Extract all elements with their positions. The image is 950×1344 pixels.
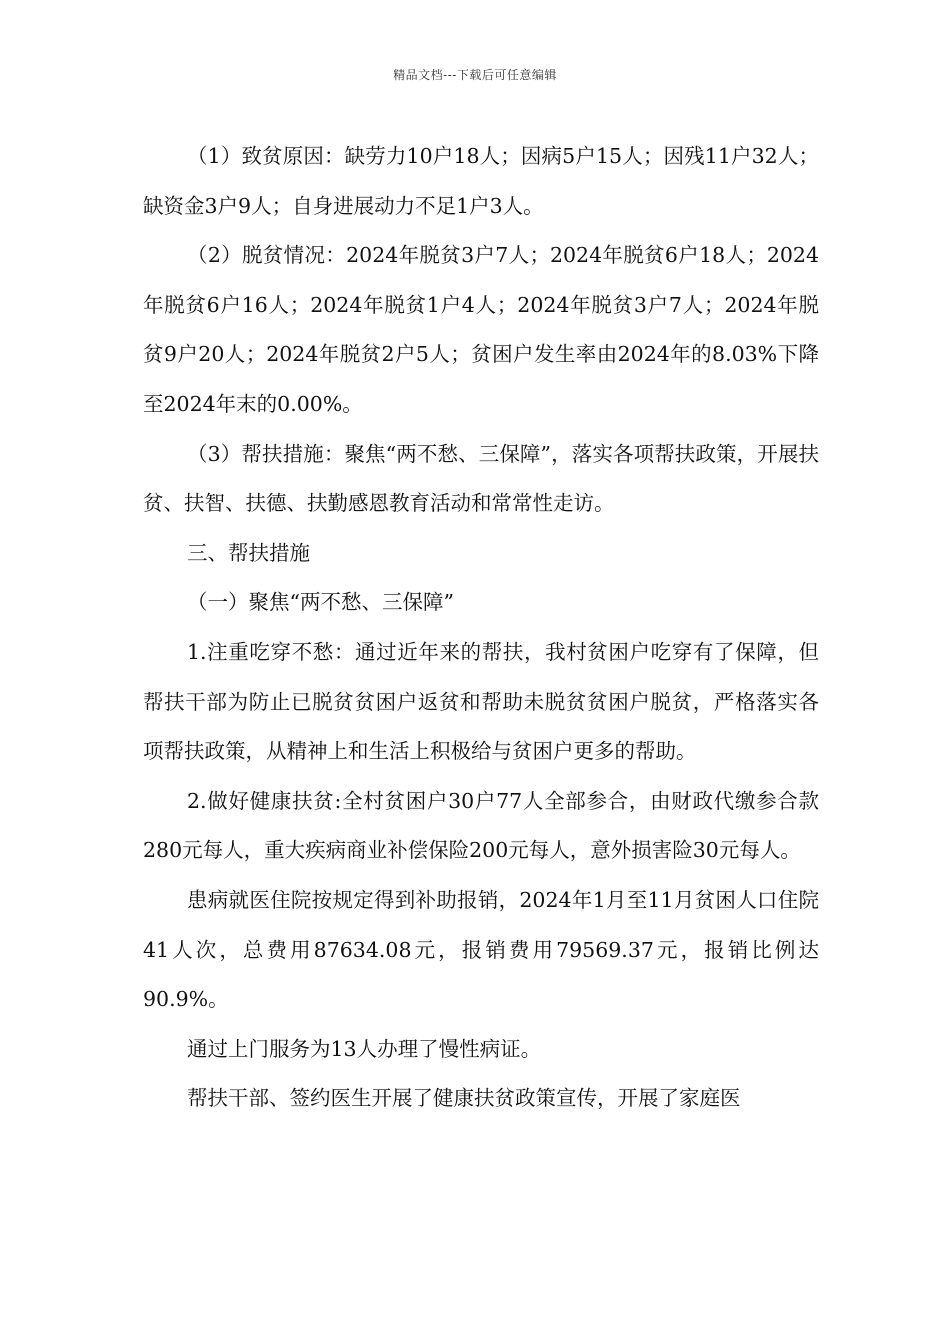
paragraph-poverty-exit-status: （2）脱贫情况：2024年脱贫3户7人；2024年脱贫6户18人；2024年脱贫6户16人；2024年脱贫1户4人；2024年脱贫3户7人；2024年脱贫9户20人；2024年脱贫2户5人；贫困户发生率由2024年的8.03%下降至2024年末的0.00%。 xyxy=(143,243,819,416)
section-heading-assistance-measures: 三、帮扶措施 xyxy=(187,540,310,565)
document-body xyxy=(143,132,819,1124)
paragraph-health-policy-publicity: 帮扶干部、签约医生开展了健康扶贫政策宣传，开展了家庭医 xyxy=(187,1086,741,1111)
paragraph-food-clothing: 1.注重吃穿不愁：通过近年来的帮扶，我村贫困户吃穿有了保障，但帮扶干部为防止已脱贫贫困户返贫和帮助未脱贫贫困户脱贫，严格落实各项帮扶政策，从精神上和生活上积极给与贫困户更多的帮助。 xyxy=(143,639,819,764)
paragraph-hospital-reimbursement: 患病就医住院按规定得到补助报销，2024年1月至11月贫困人口住院41人次，总费用87634.08元，报销费用79569.37元，报销比例达90.9%。 xyxy=(143,887,819,1012)
paragraph-poverty-causes: （1）致贫原因：缺劳力10户18人；因病5户15人；因残11户32人；缺资金3户9人；自身进展动力不足1户3人。 xyxy=(143,144,819,218)
paragraph-chronic-disease-certificates: 通过上门服务为13人办理了慢性病证。 xyxy=(187,1036,542,1061)
subsection-heading-two-worries-three-guarantees: （一）聚焦“两不愁、三保障” xyxy=(187,590,454,615)
paragraph-assistance-measures-summary: （3）帮扶措施：聚焦“两不愁、三保障”，落实各项帮扶政策，开展扶贫、扶智、扶德、扶勤感恩教育活动和常常性走访。 xyxy=(143,441,819,516)
paragraph-health-poverty-alleviation: 2.做好健康扶贫:全村贫困户30户77人全部参合，由财政代缴参合款280元每人，重大疾病商业补偿保险200元每人，意外损害险30元每人。 xyxy=(143,788,819,863)
page-header: 精品文档---下载后可任意编辑 xyxy=(393,68,557,82)
